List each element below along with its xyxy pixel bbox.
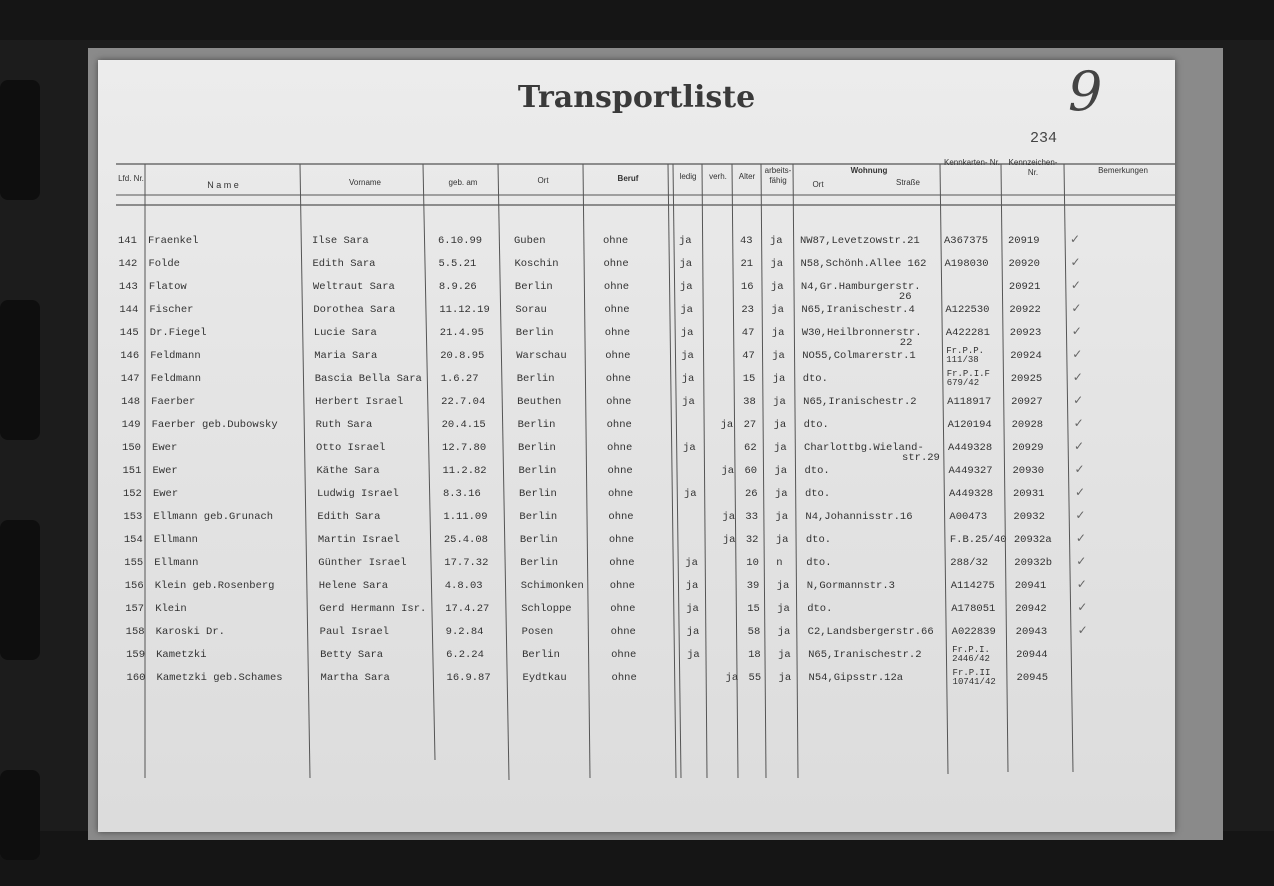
header-kennzeichen: Kennzeichen- Nr. — [1008, 158, 1058, 177]
row-kennzeichen-nr: 20923 — [1009, 327, 1042, 339]
header-ort: Ort — [537, 176, 549, 185]
checkmark-icon: ✓ — [1074, 439, 1085, 453]
row-ort: Berlin — [516, 373, 555, 385]
row-kennzeichen-nr: 20932a — [1013, 534, 1052, 546]
row-ort: Berlin — [518, 442, 556, 454]
row-kennzeichen-nr: 20921 — [1008, 281, 1041, 293]
row-name: Klein — [155, 603, 187, 615]
header-ledig: ledig — [679, 172, 697, 181]
row-name: Faerber — [151, 396, 196, 408]
row-alter: 15 — [747, 603, 760, 615]
row-wohnung: dto. — [805, 534, 832, 546]
row-arbeitsfaehig: ja — [776, 580, 790, 592]
row-alter: 15 — [742, 373, 756, 385]
row-number: 147 — [120, 373, 140, 385]
row-wohnung: N4,Gr.Hamburgerstr. — [800, 281, 921, 293]
row-beruf: ohne — [611, 649, 637, 661]
row-kennkarten-nr: A00473 — [949, 511, 988, 523]
row-number: 142 — [118, 258, 138, 270]
row-number: 148 — [121, 396, 141, 408]
row-name: Fischer — [149, 304, 194, 316]
row-wohnung: dto. — [804, 488, 831, 500]
film-perforation — [0, 300, 40, 440]
row-arbeitsfaehig: ja — [777, 603, 790, 615]
row-beruf: ohne — [610, 603, 636, 615]
row-kennzeichen-nr: 20941 — [1014, 580, 1047, 592]
row-arbeitsfaehig: ja — [774, 465, 788, 477]
row-vorname: Gerd Hermann Isr. — [319, 603, 427, 615]
row-name: Fraenkel — [148, 235, 199, 247]
row-beruf: ohne — [606, 396, 632, 408]
row-number: 158 — [125, 626, 145, 638]
row-name: Faerber geb.Dubowsky — [151, 419, 278, 431]
row-beruf: ohne — [605, 373, 631, 385]
row-geb-am: 17.7.32 — [444, 557, 489, 569]
row-kennkarten-nr: Fr.P.I.F 679/42 — [946, 369, 990, 388]
row-number: 157 — [125, 603, 145, 615]
row-arbeitsfaehig: ja — [771, 304, 784, 316]
row-wohnung: NO55,Colmarerstr.1 — [802, 350, 916, 362]
header-kennkarten: Kennkarten- Nr. — [943, 158, 1001, 167]
row-geb-am: 11.12.19 — [439, 304, 490, 316]
row-vorname: Ruth Sara — [315, 419, 373, 431]
checkmark-icon: ✓ — [1071, 324, 1082, 338]
row-beruf: ohne — [607, 488, 634, 500]
row-vorname: Otto Israel — [316, 442, 386, 454]
row-name: Ellmann — [153, 534, 198, 546]
row-arbeitsfaehig: ja — [770, 281, 784, 293]
row-geb-am: 20.8.95 — [440, 350, 485, 362]
row-kennkarten-nr: F.B.25/40 — [949, 534, 1007, 546]
row-beruf: ohne — [604, 327, 631, 339]
row-ort: Sorau — [515, 304, 547, 316]
row-ort: Guben — [514, 235, 546, 247]
row-verh: ja — [721, 465, 735, 477]
row-wohnung: N4,Johannisstr.16 — [805, 511, 913, 523]
row-geb-am: 12.7.80 — [442, 442, 487, 454]
row-ort: Posen — [521, 626, 554, 638]
row-geb-am: 9.2.84 — [445, 626, 484, 638]
row-alter: 26 — [744, 488, 758, 500]
header-geb-am: geb. am — [448, 178, 478, 187]
row-kennkarten-nr: A114275 — [950, 580, 995, 592]
row-kennzeichen-nr: 20931 — [1012, 488, 1045, 500]
row-geb-am: 21.4.95 — [439, 327, 484, 339]
checkmark-icon: ✓ — [1073, 416, 1084, 430]
row-beruf: ohne — [605, 350, 631, 362]
row-arbeitsfaehig: ja — [778, 649, 791, 661]
row-ort: Berlin — [515, 327, 554, 339]
row-beruf: ohne — [604, 304, 630, 316]
row-vorname: Edith Sara — [317, 511, 381, 523]
row-kennzeichen-nr: 20932b — [1014, 557, 1053, 569]
row-vorname: Ludwig Israel — [316, 488, 399, 500]
row-arbeitsfaehig: ja — [770, 258, 784, 270]
row-kennzeichen-nr: 20932 — [1013, 511, 1045, 523]
row-ledig: ja — [679, 258, 693, 270]
row-ledig: ja — [686, 603, 699, 615]
row-vorname: Edith Sara — [312, 258, 376, 270]
row-wohnung: N54,Gipsstr.12a — [808, 672, 904, 684]
checkmark-icon: ✓ — [1077, 600, 1088, 614]
header-wohnung-strasse: Straße — [895, 178, 920, 187]
row-alter: 39 — [746, 580, 760, 592]
row-wohnung: N,Gormannstr.3 — [806, 580, 895, 592]
row-ledig: ja — [681, 373, 695, 385]
row-ledig: ja — [680, 304, 693, 316]
row-beruf: ohne — [608, 511, 634, 523]
row-name: Kametzki geb.Schames — [156, 672, 283, 684]
row-name: Klein geb.Rosenberg — [154, 580, 275, 592]
row-number: 152 — [122, 488, 142, 500]
row-arbeitsfaehig: ja — [772, 373, 786, 385]
row-arbeitsfaehig: ja — [771, 327, 785, 339]
row-kennzeichen-nr: 20944 — [1016, 649, 1048, 661]
row-vorname: Herbert Israel — [315, 396, 404, 408]
row-wohnung: dto. — [802, 373, 828, 385]
checkmark-icon: ✓ — [1073, 393, 1084, 407]
row-vorname: Maria Sara — [314, 350, 378, 362]
row-ledig: ja — [683, 488, 697, 500]
row-kennkarten-nr: A422281 — [945, 327, 990, 339]
page-number: 234 — [1030, 130, 1058, 147]
row-alter: 47 — [742, 350, 755, 362]
row-name: Karoski Dr. — [155, 626, 225, 638]
row-alter: 32 — [745, 534, 759, 546]
row-kennzeichen-nr: 20925 — [1010, 373, 1043, 385]
row-kennkarten-nr: A120194 — [947, 419, 992, 431]
row-name: Kametzki — [156, 649, 207, 661]
row-arbeitsfaehig: ja — [773, 419, 787, 431]
header-verh: verh. — [709, 172, 727, 181]
row-arbeitsfaehig: ja — [777, 626, 791, 638]
header-alter: Alter — [738, 172, 756, 181]
row-wohnung: dto. — [806, 557, 832, 569]
row-wohnung-continued: 22 — [899, 337, 913, 349]
header-bemerkungen: Bemerkungen — [1098, 166, 1148, 175]
row-number: 153 — [123, 511, 143, 523]
row-vorname: Paul Israel — [319, 626, 389, 638]
row-wohnung: Charlottbg.Wieland- — [804, 442, 924, 454]
row-ort: Berlin — [518, 488, 557, 500]
header-wohnung: Wohnung — [850, 166, 888, 175]
row-name: Ewer — [152, 465, 178, 477]
row-kennkarten-nr: A449328 — [948, 488, 994, 500]
row-ort: Berlin — [514, 281, 553, 293]
row-alter: 27 — [743, 419, 757, 431]
row-vorname: Lucie Sara — [313, 327, 377, 339]
row-kennkarten-nr: A449328 — [948, 442, 993, 454]
row-kennzeichen-nr: 20930 — [1012, 465, 1045, 477]
row-vorname: Martin Israel — [317, 534, 400, 546]
row-beruf: ohne — [608, 534, 635, 546]
row-beruf: ohne — [606, 419, 632, 431]
row-arbeitsfaehig: ja — [774, 442, 787, 454]
row-alter: 21 — [740, 258, 754, 270]
row-ort: Berlin — [519, 534, 558, 546]
film-perforation — [0, 80, 40, 200]
row-kennzeichen-nr: 20919 — [1008, 235, 1040, 247]
row-kennzeichen-nr: 20943 — [1015, 626, 1048, 638]
row-vorname: Käthe Sara — [316, 465, 380, 477]
row-arbeitsfaehig: ja — [774, 488, 788, 500]
header-vorname: Vorname — [348, 178, 382, 187]
row-kennkarten-nr: Fr.P.I. 2446/42 — [952, 645, 990, 664]
row-kennzeichen-nr: 20922 — [1009, 304, 1041, 316]
row-kennkarten-nr: A022839 — [951, 626, 996, 638]
checkmark-icon: ✓ — [1076, 554, 1087, 568]
row-wohnung: N65,Iranischestr.4 — [801, 304, 915, 316]
header-wohnung-ort: Ort — [812, 180, 824, 189]
row-kennkarten-nr: A198030 — [944, 258, 989, 270]
row-kennkarten-nr: 288/32 — [950, 557, 989, 569]
checkmark-icon: ✓ — [1071, 301, 1082, 315]
row-alter: 58 — [747, 626, 761, 638]
checkmark-icon: ✓ — [1070, 232, 1081, 246]
row-number: 156 — [124, 580, 144, 592]
row-beruf: ohne — [609, 580, 635, 592]
checkmark-icon: ✓ — [1077, 623, 1088, 637]
row-name: Ewer — [152, 442, 178, 454]
row-alter: 33 — [745, 511, 758, 523]
row-name: Ewer — [152, 488, 179, 500]
row-vorname: Helene Sara — [318, 580, 389, 592]
row-arbeitsfaehig: ja — [778, 672, 792, 684]
row-kennkarten-nr: A118917 — [947, 396, 992, 408]
row-geb-am: 1.6.27 — [440, 373, 479, 385]
film-border-top — [0, 0, 1274, 40]
row-alter: 10 — [746, 557, 759, 569]
row-wohnung: dto. — [803, 419, 829, 431]
row-wohnung: N58,Schönh.Allee 162 — [800, 258, 927, 270]
row-kennzeichen-nr: 20927 — [1011, 396, 1043, 408]
row-geb-am: 20.4.15 — [441, 419, 486, 431]
row-name: Feldmann — [150, 373, 202, 385]
film-perforation — [0, 520, 40, 660]
row-kennkarten-nr: A122530 — [945, 304, 990, 316]
row-kennkarten-nr: A367375 — [944, 235, 989, 247]
row-geb-am: 1.11.09 — [443, 511, 488, 523]
row-vorname: Weltraut Sara — [312, 281, 395, 293]
row-ledig: ja — [686, 626, 700, 638]
row-name: Feldmann — [150, 350, 201, 362]
row-name: Ellmann geb.Grunach — [153, 511, 274, 523]
row-alter: 38 — [743, 396, 756, 408]
row-verh: ja — [725, 672, 739, 684]
row-number: 160 — [126, 672, 146, 684]
row-beruf: ohne — [603, 281, 630, 293]
row-ledig: ja — [681, 350, 694, 362]
row-ledig: ja — [679, 281, 693, 293]
row-number: 146 — [120, 350, 140, 362]
row-arbeitsfaehig: ja — [773, 396, 786, 408]
row-ort: Schloppe — [521, 603, 572, 615]
checkmark-icon: ✓ — [1070, 278, 1081, 292]
row-beruf: ohne — [607, 465, 633, 477]
row-ledig: ja — [685, 557, 698, 569]
header-nr: Lfd. Nr. — [118, 174, 144, 183]
checkmark-icon: ✓ — [1074, 485, 1085, 499]
transport-list-sheet — [98, 60, 1175, 832]
row-arbeitsfaehig: ja — [775, 511, 788, 523]
row-verh: ja — [720, 419, 734, 431]
row-alter: 60 — [744, 465, 758, 477]
film-perforation — [0, 770, 40, 860]
row-number: 150 — [122, 442, 141, 454]
checkmark-icon: ✓ — [1076, 577, 1087, 591]
row-name: Dr.Fiegel — [149, 327, 207, 339]
row-ort: Schimonken — [520, 580, 584, 592]
row-wohnung-continued: str.29 — [902, 452, 940, 464]
row-number: 159 — [126, 649, 145, 661]
row-number: 155 — [124, 557, 144, 569]
row-geb-am: 4.8.03 — [444, 580, 483, 592]
row-geb-am: 17.4.27 — [445, 603, 490, 615]
row-name: Folde — [148, 258, 180, 270]
row-geb-am: 16.9.87 — [446, 672, 491, 684]
row-wohnung-continued: 26 — [898, 291, 912, 303]
row-beruf: ohne — [609, 557, 635, 569]
row-alter: 18 — [748, 649, 761, 661]
row-number: 144 — [119, 304, 139, 316]
row-arbeitsfaehig: n — [776, 557, 783, 569]
row-verh: ja — [722, 511, 735, 523]
row-kennkarten-nr: A449327 — [948, 465, 993, 477]
row-geb-am: 6.2.24 — [446, 649, 484, 661]
row-number: 143 — [118, 281, 138, 293]
row-verh: ja — [722, 534, 736, 546]
row-arbeitsfaehig: ja — [775, 534, 789, 546]
row-kennzeichen-nr: 20942 — [1015, 603, 1047, 615]
row-alter: 47 — [741, 327, 755, 339]
checkmark-icon: ✓ — [1072, 347, 1083, 361]
row-ort: Berlin — [522, 649, 560, 661]
row-geb-am: 5.5.21 — [438, 258, 477, 270]
row-geb-am: 8.3.16 — [442, 488, 481, 500]
row-ledig: ja — [687, 649, 700, 661]
row-geb-am: 8.9.26 — [438, 281, 477, 293]
row-beruf: ohne — [610, 626, 636, 638]
row-vorname: Martha Sara — [320, 672, 390, 684]
checkmark-icon: ✓ — [1070, 255, 1081, 269]
row-number: 141 — [118, 235, 137, 247]
row-ort: Berlin — [519, 511, 558, 523]
header-arbeitsfaehig: arbeits- fähig — [764, 166, 792, 185]
row-alter: 62 — [744, 442, 757, 454]
row-beruf: ohne — [611, 672, 637, 684]
row-kennkarten-nr: Fr.P.II 10741/42 — [952, 668, 996, 687]
row-name: Ellmann — [154, 557, 199, 569]
row-beruf: ohne — [603, 258, 629, 270]
row-ledig: ja — [683, 442, 696, 454]
row-vorname: Ilse Sara — [312, 235, 369, 247]
row-wohnung: W30,Heilbronnerstr. — [801, 327, 922, 339]
row-wohnung: N65,Iranischestr.2 — [808, 649, 922, 661]
row-ort: Warschau — [516, 350, 567, 362]
checkmark-icon: ✓ — [1072, 370, 1083, 384]
row-alter: 16 — [740, 281, 754, 293]
row-ort: Berlin — [517, 419, 556, 431]
row-alter: 55 — [748, 672, 762, 684]
row-name: Flatow — [148, 281, 187, 293]
row-geb-am: 6.10.99 — [438, 235, 483, 247]
row-ledig: ja — [679, 235, 692, 247]
row-wohnung: dto. — [807, 603, 833, 615]
row-kennkarten-nr: A178051 — [951, 603, 996, 615]
checkmark-icon: ✓ — [1075, 508, 1086, 522]
row-ledig: ja — [685, 580, 699, 592]
row-ort: Beuthen — [517, 396, 562, 408]
row-beruf: ohne — [603, 235, 629, 247]
header-name: N a m e — [207, 180, 239, 190]
document-title: Transportliste — [517, 80, 756, 115]
row-number: 149 — [121, 419, 141, 431]
checkmark-icon: ✓ — [1074, 462, 1085, 476]
row-wohnung: NW87,Levetzowstr.21 — [800, 235, 920, 247]
row-alter: 43 — [740, 235, 753, 247]
row-ort: Berlin — [520, 557, 559, 569]
row-vorname: Dorothea Sara — [313, 304, 396, 316]
row-kennzeichen-nr: 20929 — [1012, 442, 1044, 454]
row-beruf: ohne — [607, 442, 633, 454]
row-kennzeichen-nr: 20945 — [1016, 672, 1049, 684]
row-kennkarten-nr: Fr.P.P. 111/38 — [946, 346, 985, 365]
row-ort: Koschin — [514, 258, 559, 270]
checkmark-icon: ✓ — [1075, 531, 1086, 545]
row-ledig: ja — [680, 327, 694, 339]
row-number: 145 — [119, 327, 139, 339]
header-beruf: Beruf — [617, 174, 639, 183]
row-kennzeichen-nr: 20924 — [1010, 350, 1042, 362]
row-vorname: Betty Sara — [320, 649, 384, 661]
row-ledig: ja — [682, 396, 695, 408]
row-number: 151 — [122, 465, 142, 477]
row-alter: 23 — [741, 304, 754, 316]
handwritten-page-mark: 9 — [1068, 60, 1103, 123]
row-wohnung: C2,Landsbergerstr.66 — [807, 626, 934, 638]
row-ort: Berlin — [518, 465, 557, 477]
row-kennzeichen-nr: 20920 — [1008, 258, 1040, 270]
row-geb-am: 11.2.82 — [442, 465, 487, 477]
row-geb-am: 22.7.04 — [441, 396, 486, 408]
row-vorname: Günther Israel — [318, 557, 407, 569]
row-number: 154 — [123, 534, 143, 546]
row-vorname: Bascia Bella Sara — [314, 373, 422, 385]
row-arbeitsfaehig: ja — [770, 235, 783, 247]
row-wohnung: dto. — [804, 465, 830, 477]
row-geb-am: 25.4.08 — [443, 534, 488, 546]
row-wohnung: N65,Iranischestr.2 — [803, 396, 917, 408]
row-arbeitsfaehig: ja — [772, 350, 785, 362]
row-kennzeichen-nr: 20928 — [1011, 419, 1044, 431]
row-ort: Eydtkau — [522, 672, 567, 684]
